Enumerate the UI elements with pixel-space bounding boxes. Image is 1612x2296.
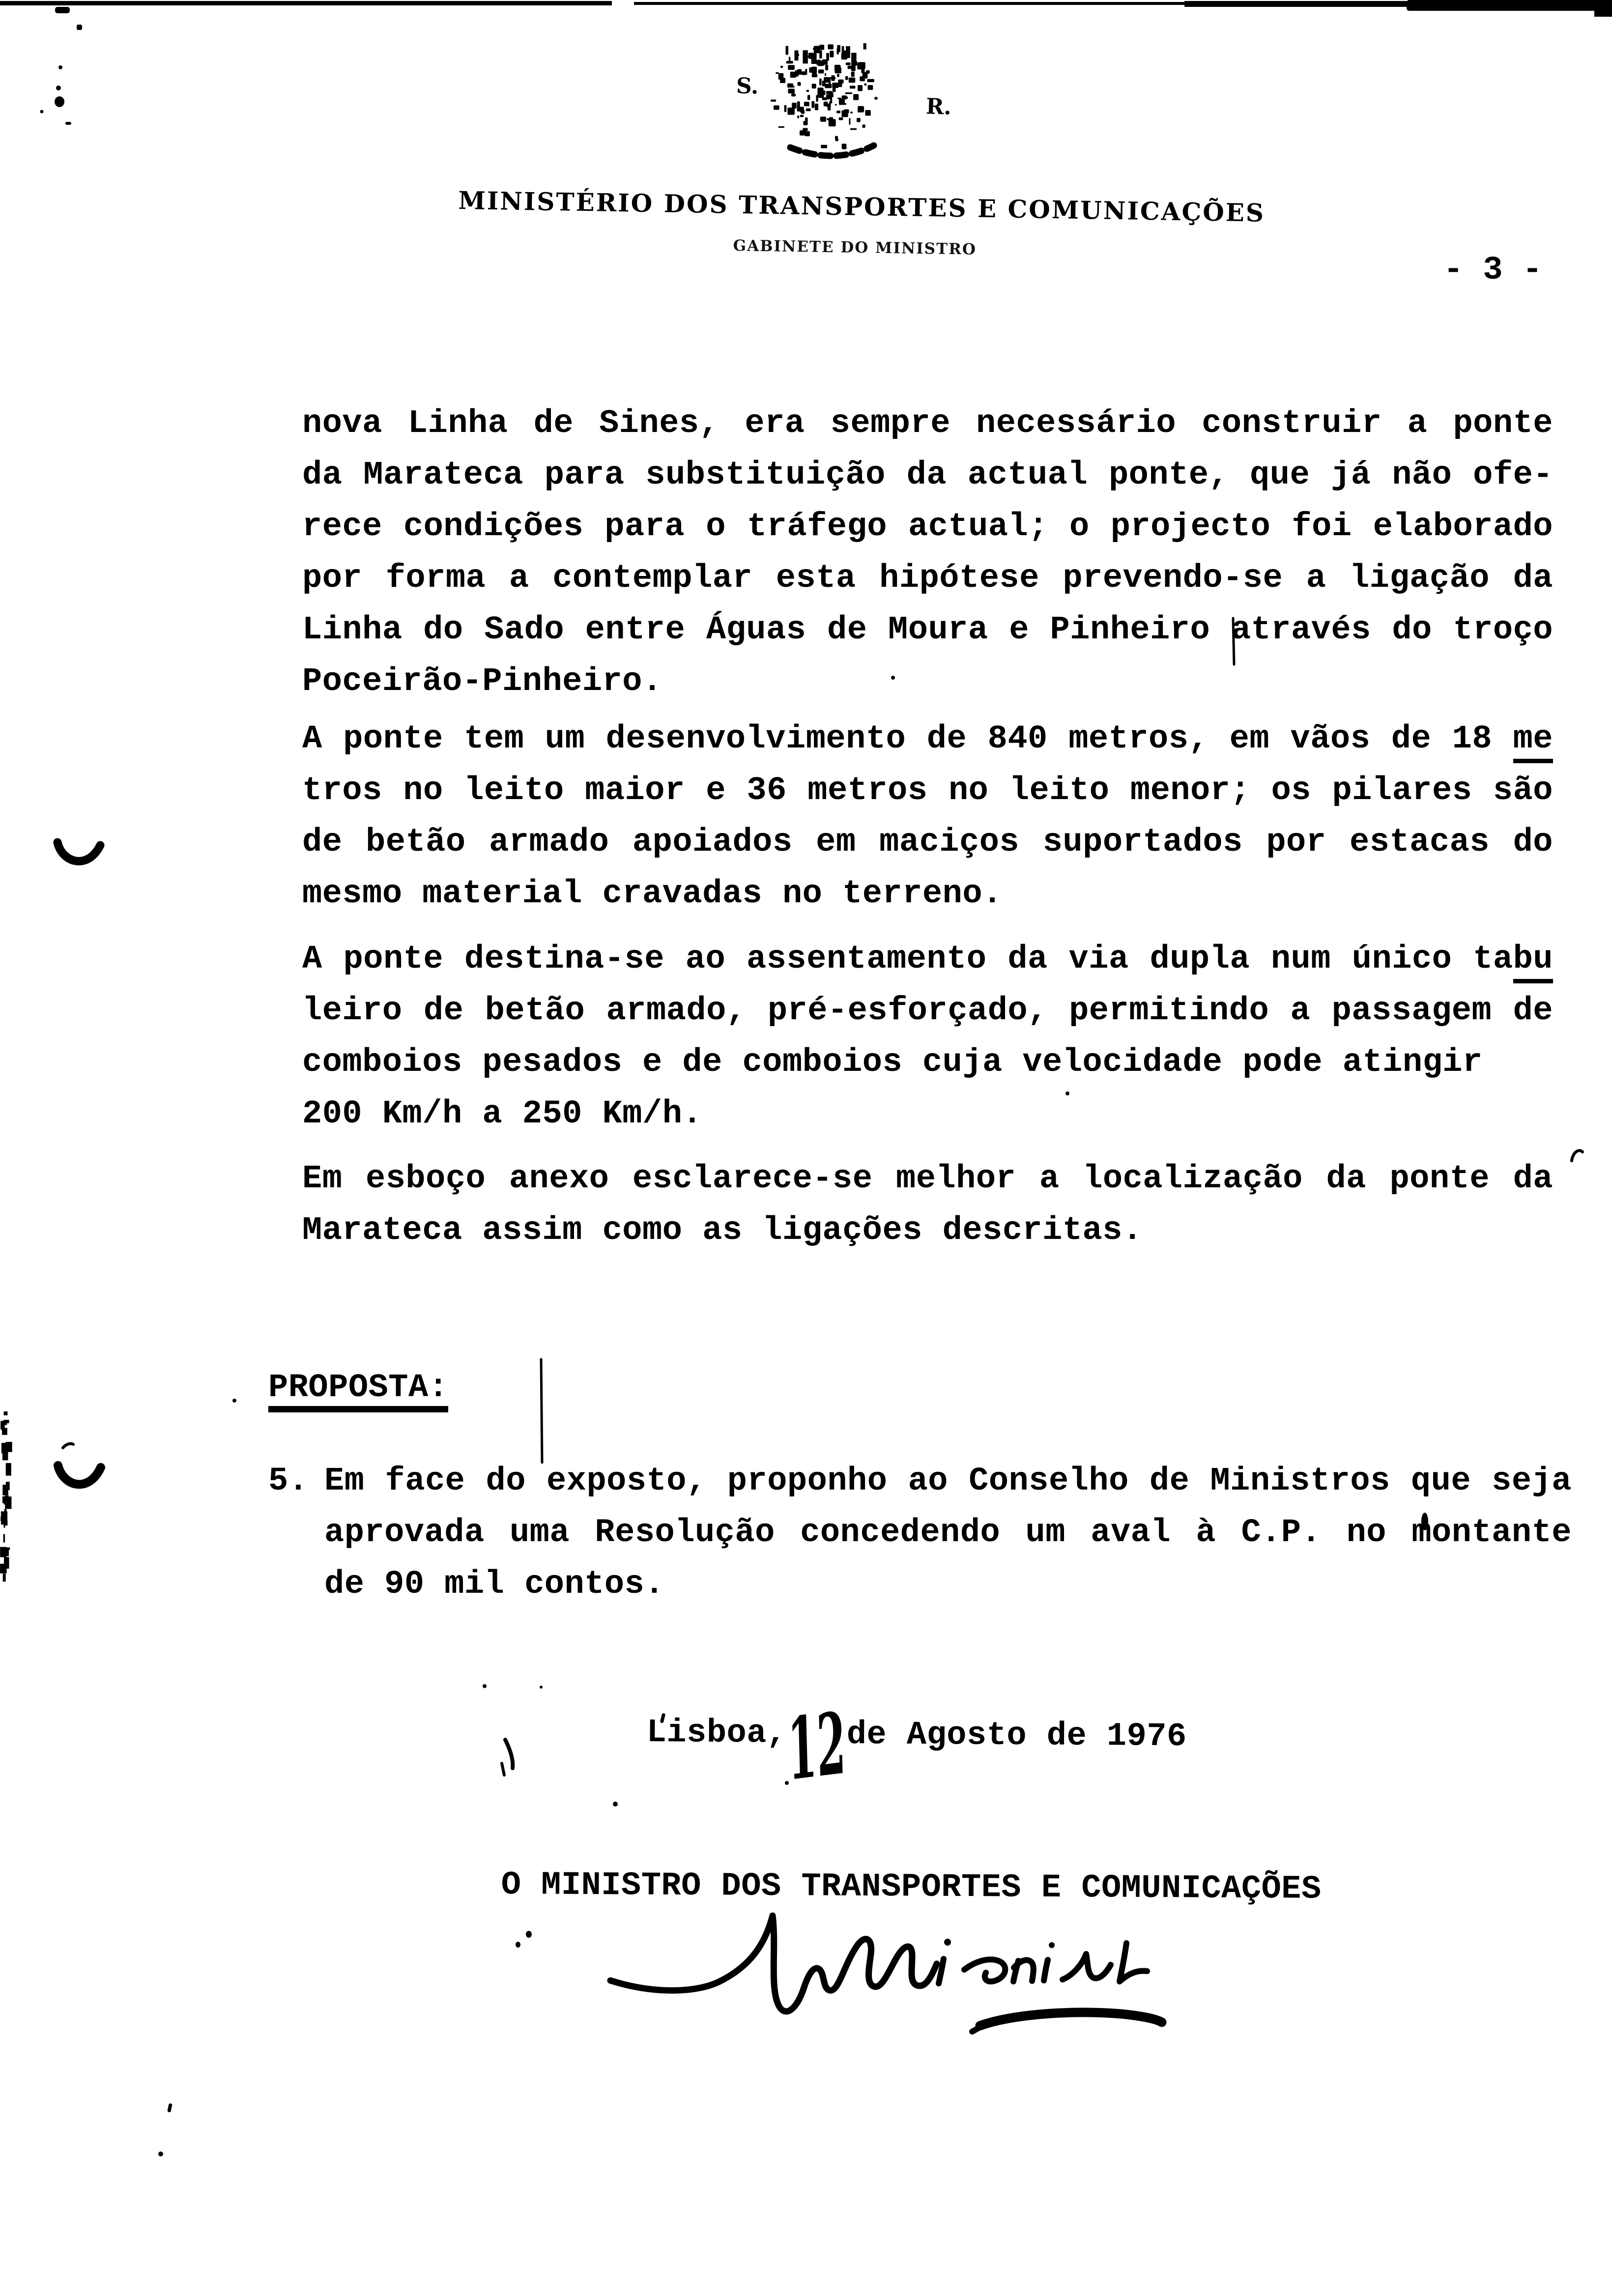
page-number: - 3 -: [1443, 252, 1543, 289]
document-line: [302, 868, 1553, 920]
document-line: [302, 714, 1553, 765]
line-text: Em esboço anexo esclarece-se melhor a localização da ponte da: [302, 1160, 1553, 1198]
r-mark: R.: [925, 94, 952, 120]
document-line: [302, 553, 1553, 604]
date-suffix: de Agosto de 1976: [846, 1716, 1187, 1756]
line-text: de betão armado apoiados em maciços suportados por estacas do: [302, 824, 1553, 861]
line-text: leiro de betão armado, pré-esforçado, permitindo a passagem de: [302, 992, 1553, 1030]
document-line: [324, 1507, 1572, 1559]
line-text: Em face do exposto, proponho ao Conselho de Ministros que seja: [324, 1463, 1572, 1500]
line-text: nova Linha de Sines, era sempre necessário construir a ponte: [302, 405, 1553, 442]
date-prefix: Lisboa,: [646, 1714, 787, 1752]
line-text: Poceirão-Pinheiro.: [302, 663, 662, 700]
document-line: [302, 985, 1553, 1037]
document-line: [302, 501, 1553, 553]
document-line: [302, 817, 1553, 868]
line-text: A ponte destina-se ao assentamento da via dupla num único ta: [302, 941, 1513, 978]
line-text: Marateca assim como as ligações descritas.: [302, 1212, 1143, 1249]
line-text: aprovada uma Resolução concedendo um aval à C.P. no montante: [324, 1514, 1572, 1551]
paragraph: [302, 934, 1553, 1140]
paragraph: [302, 398, 1553, 708]
letterhead-office: GABINETE DO MINISTRO: [733, 237, 977, 258]
proposta-heading-wrap: [268, 1362, 448, 1414]
pen-check-marks: [58, 842, 101, 1484]
minister-signature-icon: [610, 1916, 1162, 2032]
document-line: [302, 1037, 1553, 1089]
scanner-edge-noise: [0, 1411, 12, 1581]
item-number: 5.: [268, 1463, 309, 1500]
line-text: por forma a contemplar esta hipótese prevendo-se a ligação da: [302, 560, 1553, 597]
document-line: [302, 604, 1553, 656]
document-line: [302, 934, 1553, 985]
line-text: A ponte tem um desenvolvimento de 840 metros, em vãos de 18: [302, 720, 1513, 758]
document-line: [302, 1089, 1553, 1140]
line-text: de 90 mil contos.: [324, 1566, 665, 1603]
line-text: tros no leito maior e 36 metros no leito menor; os pilares são: [302, 772, 1553, 809]
line-text: Linha do Sado entre Águas de Moura e Pinheiro através do troço: [302, 611, 1553, 649]
continuation-underline: bu: [1513, 941, 1553, 983]
document-line: [302, 450, 1553, 501]
proposta-heading: PROPOSTA:: [268, 1372, 448, 1412]
document-line: [302, 398, 1553, 450]
s-mark: S.: [736, 73, 759, 99]
document-line: [324, 1559, 1572, 1610]
coat-of-arms-emblem-icon: [771, 43, 878, 156]
paragraph: [302, 714, 1553, 920]
line-text: mesmo material cravadas no terreno.: [302, 875, 1003, 913]
line-text: rece condições para o tráfego actual; o projecto foi elaborado: [302, 508, 1553, 545]
document-line: [302, 765, 1553, 817]
letterhead-ministry: MINISTÉRIO DOS TRANSPORTES E COMUNICAÇÕES: [458, 186, 1266, 228]
line-text: comboios pesados e de comboios cuja velocidade pode atingir: [302, 1044, 1483, 1081]
handwritten-day: 12: [782, 1686, 911, 1800]
document-line: [302, 1153, 1553, 1205]
scanner-edge-streak: [0, 0, 1612, 17]
line-text: da Marateca para substituição da actual ponte, que já não ofe-: [302, 457, 1553, 494]
minister-title: O MINISTRO DOS TRANSPORTES E COMUNICAÇÕES: [501, 1866, 1322, 1908]
document-line: [324, 1456, 1572, 1507]
document-line: [302, 1205, 1553, 1257]
document-line: [302, 656, 1553, 708]
line-text: 200 Km/h a 250 Km/h.: [302, 1095, 703, 1133]
item-paragraph: [324, 1456, 1572, 1610]
paragraph: [302, 1153, 1553, 1257]
continuation-underline: me: [1513, 720, 1553, 763]
